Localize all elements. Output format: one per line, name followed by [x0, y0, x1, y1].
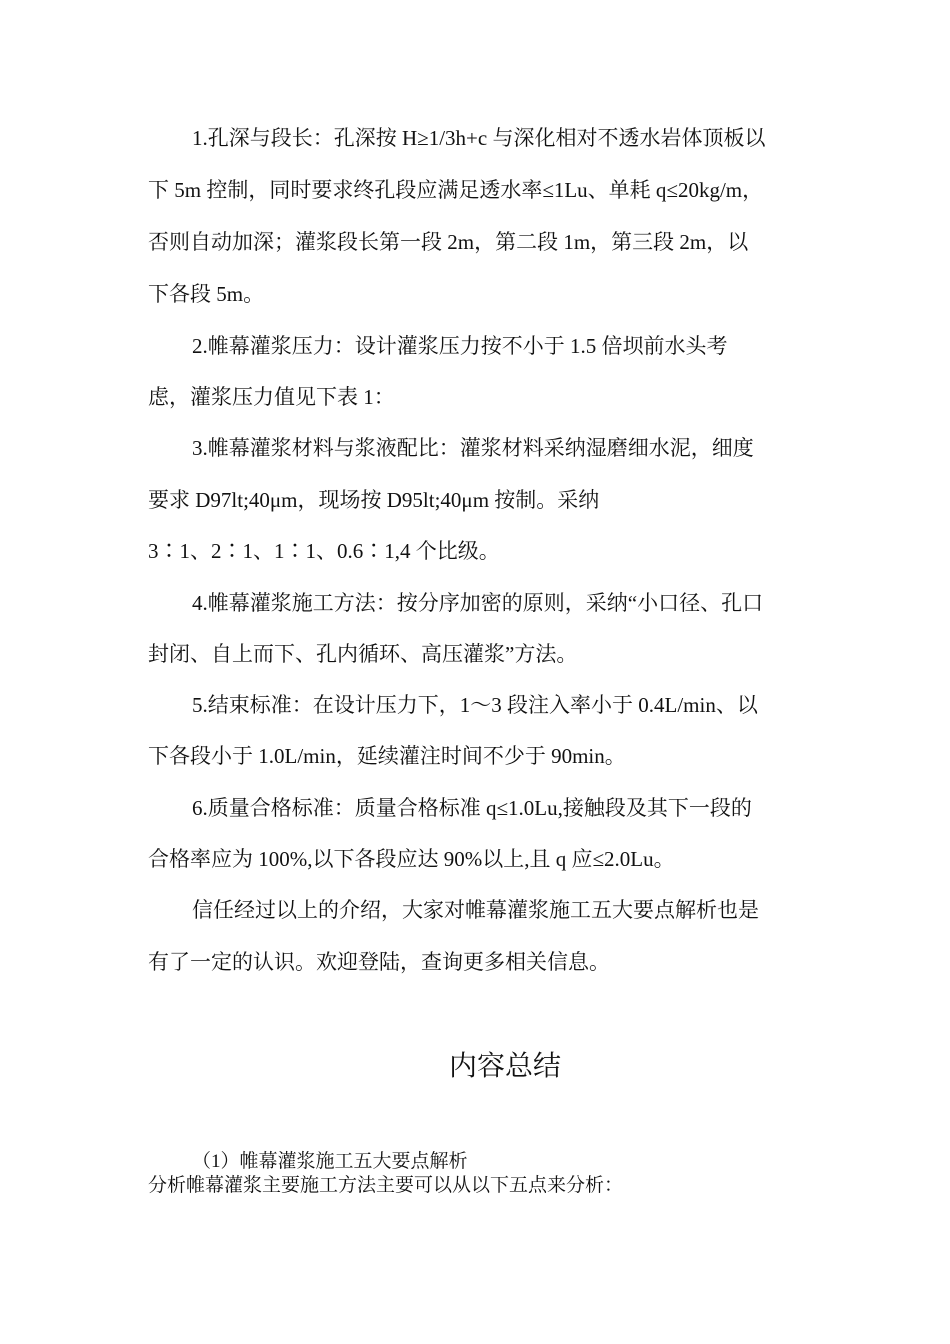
paragraph-7-line-2: 有了一定的认识。欢迎登陆，查询更多相关信息。: [148, 950, 610, 974]
paragraph-5-line-1: 5.结束标准：在设计压力下，1～3 段注入率小于 0.4L/min、以: [192, 693, 758, 717]
paragraph-5-line-2: 下各段小于 1.0L/min，延续灌注时间不少于 90min。: [148, 744, 626, 768]
paragraph-4-line-1: 4.帷幕灌浆施工方法：按分序加密的原则，采纳“小口径、孔口: [192, 591, 764, 615]
paragraph-1-line-1: 1.孔深与段长：孔深按 H≥1/3h+c 与深化相对不透水岩体顶板以: [192, 126, 766, 150]
paragraph-2-line-1: 2.帷幕灌浆压力：设计灌浆压力按不小于 1.5 倍坝前水头考: [192, 334, 728, 358]
paragraph-4-line-2: 封闭、自上而下、孔内循环、高压灌浆”方法。: [148, 642, 578, 666]
paragraph-1-line-2: 下 5m 控制，同时要求终孔段应满足透水率≤1Lu、单耗 q≤20kg/m，: [148, 178, 764, 202]
summary-description: 分析帷幕灌浆主要施工方法主要可以从以下五点来分析：: [148, 1175, 624, 1196]
paragraph-3-line-1: 3.帷幕灌浆材料与浆液配比：灌浆材料采纳湿磨细水泥，细度: [192, 436, 754, 460]
paragraph-1-line-4: 下各段 5m。: [148, 282, 265, 306]
summary-item: （1）帷幕灌浆施工五大要点解析: [192, 1151, 468, 1172]
paragraph-6-line-1: 6.质量合格标准：质量合格标准 q≤1.0Lu,接触段及其下一段的: [192, 796, 752, 820]
paragraph-3-line-3: 3∶1、2∶1、1∶1、0.6∶1,4 个比级。: [148, 539, 500, 563]
paragraph-3-line-2: 要求 D97lt;40μm，现场按 D95lt;40μm 按制。采纳: [148, 488, 600, 512]
summary-heading: 内容总结: [448, 1051, 561, 1082]
paragraph-6-line-2: 合格率应为 100%,以下各段应达 90%以上,且 q 应≤2.0Lu。: [148, 847, 675, 871]
paragraph-7-line-1: 信任经过以上的介绍，大家对帷幕灌浆施工五大要点解析也是: [192, 898, 759, 922]
paragraph-1-line-3: 否则自动加深；灌浆段长第一段 2m，第二段 1m，第三段 2m，以: [148, 230, 749, 254]
paragraph-2-line-2: 虑，灌浆压力值见下表 1：: [148, 385, 395, 409]
